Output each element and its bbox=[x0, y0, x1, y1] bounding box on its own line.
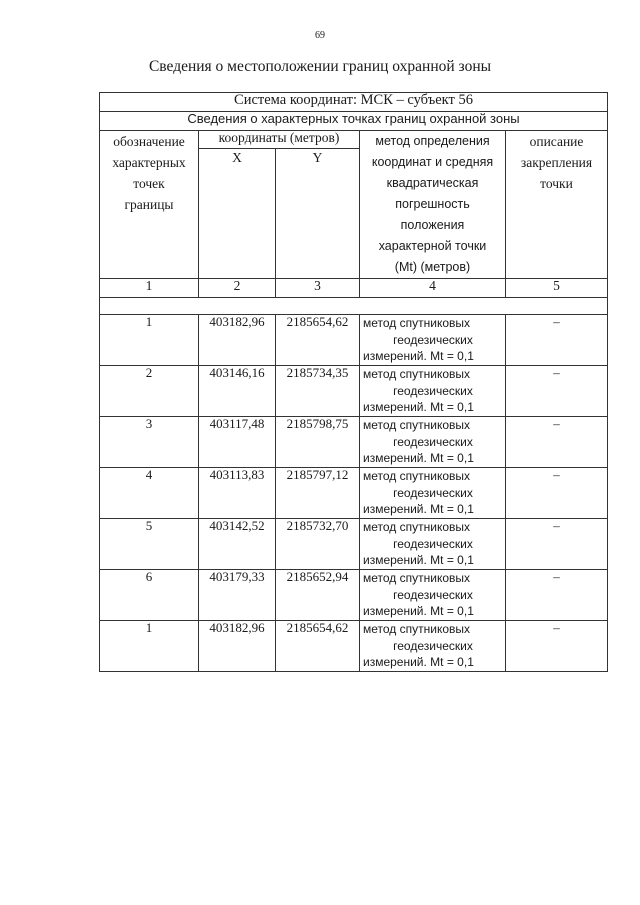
table-row bbox=[100, 417, 608, 468]
method-cell bbox=[360, 417, 506, 468]
page-number: 69 bbox=[315, 30, 325, 41]
x-coordinate-cell: 403182,96 bbox=[199, 315, 276, 366]
method-line: геодезических bbox=[393, 536, 473, 551]
method-line: геодезических bbox=[393, 383, 473, 398]
method-line: измерений. Mt = 0,1 bbox=[363, 400, 474, 414]
method-cell bbox=[360, 315, 506, 366]
description-cell: – bbox=[506, 468, 608, 519]
method-line: измерений. Mt = 0,1 bbox=[363, 604, 474, 618]
header-description-line: закрепления bbox=[520, 155, 593, 170]
coordinate-system-row bbox=[100, 93, 608, 112]
description-cell: – bbox=[506, 366, 608, 417]
y-coordinate-cell: 2185797,12 bbox=[276, 468, 360, 519]
y-coordinate-cell: 2185732,70 bbox=[276, 519, 360, 570]
column-number: 3 bbox=[276, 279, 360, 298]
method-line: измерений. Mt = 0,1 bbox=[363, 655, 474, 669]
header-y: Y bbox=[276, 148, 360, 278]
header-description-line: описание bbox=[529, 134, 584, 149]
header-method-line: погрешность bbox=[395, 197, 470, 211]
description-cell: – bbox=[506, 519, 608, 570]
method-line: метод спутниковых bbox=[363, 571, 471, 585]
points-info-row bbox=[100, 112, 608, 131]
description-cell: – bbox=[506, 570, 608, 621]
boundary-points-table bbox=[99, 92, 608, 672]
method-line: измерений. Mt = 0,1 bbox=[363, 502, 474, 516]
x-coordinate-cell: 403146,16 bbox=[199, 366, 276, 417]
x-coordinate-cell: 403117,48 bbox=[199, 417, 276, 468]
method-cell bbox=[360, 468, 506, 519]
empty-cell bbox=[100, 298, 608, 315]
method-line: метод спутниковых bbox=[363, 367, 471, 381]
y-coordinate-cell: 2185734,35 bbox=[276, 366, 360, 417]
column-number: 5 bbox=[506, 279, 608, 298]
point-number-cell: 1 bbox=[100, 315, 199, 366]
x-coordinate-cell: 403113,83 bbox=[199, 468, 276, 519]
column-number: 1 bbox=[100, 279, 199, 298]
points-info-cell: Сведения о характерных точках границ охранной зоны bbox=[100, 112, 608, 131]
header-description bbox=[506, 131, 608, 279]
method-line: геодезических bbox=[393, 638, 473, 653]
y-coordinate-cell: 2185654,62 bbox=[276, 315, 360, 366]
y-coordinate-cell: 2185654,62 bbox=[276, 621, 360, 672]
y-coordinate-cell: 2185652,94 bbox=[276, 570, 360, 621]
header-x: X bbox=[199, 148, 276, 278]
method-line: метод спутниковых bbox=[363, 622, 471, 636]
header-method-line: положения bbox=[400, 218, 465, 232]
method-cell bbox=[360, 519, 506, 570]
method-line: измерений. Mt = 0,1 bbox=[363, 451, 474, 465]
column-number-row bbox=[100, 279, 608, 298]
method-line: геодезических bbox=[393, 485, 473, 500]
method-line: метод спутниковых bbox=[363, 520, 471, 534]
header-description-line: точки bbox=[540, 176, 573, 191]
header-method-line: характерной точки bbox=[378, 239, 487, 253]
header-designation bbox=[100, 131, 199, 279]
method-cell bbox=[360, 570, 506, 621]
header-row bbox=[100, 131, 608, 149]
description-cell: – bbox=[506, 621, 608, 672]
header-designation-line: характерных bbox=[112, 155, 186, 170]
x-coordinate-cell: 403182,96 bbox=[199, 621, 276, 672]
description-cell: – bbox=[506, 315, 608, 366]
x-coordinate-cell: 403142,52 bbox=[199, 519, 276, 570]
point-number-cell: 1 bbox=[100, 621, 199, 672]
method-line: геодезических bbox=[393, 587, 473, 602]
point-number-cell: 4 bbox=[100, 468, 199, 519]
method-line: измерений. Mt = 0,1 bbox=[363, 553, 474, 567]
header-method-line: (Mt) (метров) bbox=[394, 260, 471, 274]
method-line: метод спутниковых bbox=[363, 469, 471, 483]
table-row bbox=[100, 570, 608, 621]
point-number-cell: 6 bbox=[100, 570, 199, 621]
coordinate-system-cell: Система координат: МСК – субъект 56 bbox=[100, 93, 608, 112]
method-line: метод спутниковых bbox=[363, 418, 471, 432]
header-method-line: квадратическая bbox=[386, 176, 479, 190]
point-number-cell: 2 bbox=[100, 366, 199, 417]
header-designation-line: точек bbox=[133, 176, 165, 191]
table-row bbox=[100, 366, 608, 417]
point-number-cell: 5 bbox=[100, 519, 199, 570]
document-title: Сведения о местоположении границ охранной зоны bbox=[148, 58, 492, 75]
method-line: измерений. Mt = 0,1 bbox=[363, 349, 474, 363]
method-line: метод спутниковых bbox=[363, 316, 471, 330]
method-cell bbox=[360, 621, 506, 672]
table-row bbox=[100, 519, 608, 570]
table-row bbox=[100, 315, 608, 366]
header-coordinates: координаты (метров) bbox=[199, 131, 360, 149]
header-designation-line: обозначение bbox=[113, 134, 185, 149]
header-method bbox=[360, 131, 506, 279]
description-cell: – bbox=[506, 417, 608, 468]
table-row bbox=[100, 621, 608, 672]
header-method-line: координат и средняя bbox=[371, 155, 494, 169]
table-row bbox=[100, 468, 608, 519]
empty-row bbox=[100, 298, 608, 315]
column-number: 2 bbox=[199, 279, 276, 298]
point-number-cell: 3 bbox=[100, 417, 199, 468]
method-line: геодезических bbox=[393, 434, 473, 449]
header-method-line: метод определения bbox=[375, 134, 490, 148]
y-coordinate-cell: 2185798,75 bbox=[276, 417, 360, 468]
column-number: 4 bbox=[360, 279, 506, 298]
header-designation-line: границы bbox=[124, 197, 174, 212]
x-coordinate-cell: 403179,33 bbox=[199, 570, 276, 621]
method-cell bbox=[360, 366, 506, 417]
method-line: геодезических bbox=[393, 332, 473, 347]
